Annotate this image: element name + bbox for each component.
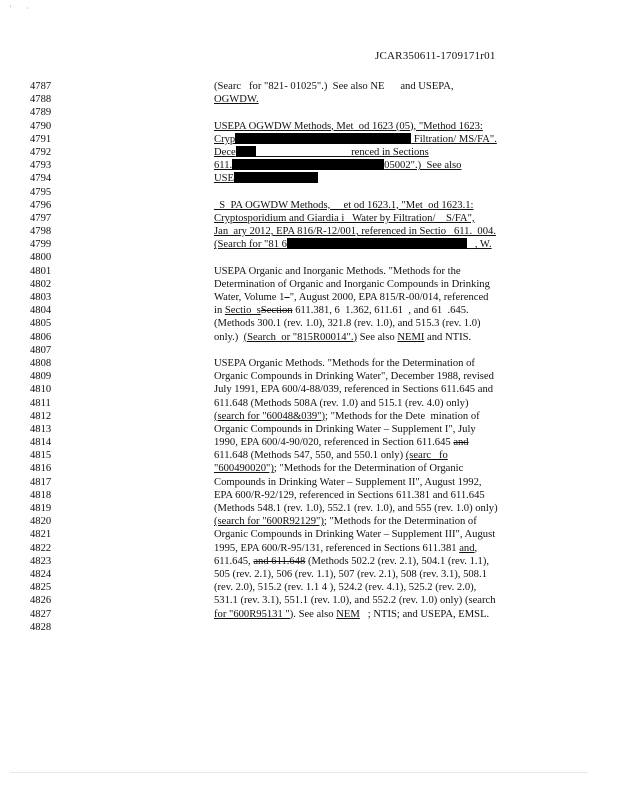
text-segment: 531.1 (rev. 3.1), 551.1 (rev. 1.0), and 552.2 (rev. 1.0) only) (search: [214, 595, 496, 607]
line-number: 4823: [30, 555, 52, 567]
document-line: [30, 383, 590, 396]
text-segment: Water, Volume 1: [214, 292, 285, 303]
text-segment: ", August 2000, EPA 815/R-00/014, referenced: [289, 292, 489, 303]
line-number: 4804: [30, 305, 52, 317]
text-segment: (Searc for "821‐ 01025".) See also NE and USEPA,: [214, 81, 454, 92]
line-text: [214, 436, 469, 449]
line-number: 4792: [30, 146, 52, 158]
text-segment: ; "Methods for the Determination of Organic: [273, 463, 464, 475]
underlined-text: Sectio s: [224, 305, 261, 317]
document-line: [30, 462, 590, 475]
document-line: [30, 410, 590, 423]
text-segment: July 1991, EPA 600/4-88/039, referenced in Sections 611.645 and: [214, 384, 494, 396]
document-line: [30, 146, 590, 159]
document-code-header: JCAR350611-1709171r01: [375, 50, 496, 62]
line-text: [214, 555, 489, 568]
document-line: [30, 186, 590, 199]
text-segment: and NTIS.: [424, 331, 472, 343]
underlined-text: (Search for "81 6: [214, 239, 287, 251]
text-segment: in: [214, 305, 225, 317]
text-segment: only.): [214, 331, 244, 343]
line-number: 4821: [30, 529, 52, 541]
line-number: 4787: [30, 81, 52, 92]
line-number: 4812: [30, 410, 52, 422]
line-text: [214, 594, 496, 607]
document-body: [30, 80, 590, 634]
line-number: 4809: [30, 371, 52, 383]
text-segment: Organic Compounds in Drinking Water", December 1988, revised: [214, 371, 494, 383]
line-number: 4813: [30, 423, 52, 435]
line-number: 4793: [30, 160, 52, 172]
line-text: [214, 462, 463, 475]
line-text: [214, 93, 259, 106]
line-number: 4820: [30, 516, 52, 528]
text-segment: See also: [357, 331, 398, 343]
underlined-text: and: [459, 542, 475, 554]
document-line: [30, 608, 590, 621]
document-line: [30, 397, 590, 410]
line-number: 4815: [30, 450, 52, 462]
text-segment: 1995, EPA 600/R-95/131, referenced in Sections 611.381: [214, 542, 460, 554]
underlined-text: (search for "600R92129"): [214, 516, 324, 528]
text-segment: (Methods 300.1 (rev. 1.0), 321.8 (rev. 1.0), and 515.3 (rev. 1.0): [214, 318, 481, 330]
line-number: 4828: [30, 621, 52, 633]
text-segment: (Methods 548.1 (rev. 1.0), 552.1 (rev. 1.0), and 555 (rev. 1.0) only): [214, 503, 498, 514]
underlined-text: S PA OGWDW Methods, et od 1623.1, "Met od 1623.1:: [214, 199, 474, 211]
redaction-block: [235, 133, 411, 144]
document-line: [30, 106, 590, 119]
line-text: [214, 502, 498, 515]
struck-text: Section: [260, 305, 293, 317]
document-line: [30, 317, 590, 330]
line-text: [214, 212, 475, 225]
struck-text: and: [453, 437, 469, 449]
line-text: [214, 528, 495, 541]
document-line: [30, 370, 590, 383]
line-text: [214, 581, 476, 594]
text-segment: 611.648 (Methods 547, 550, and 550.1 only): [214, 450, 406, 462]
line-number: 4807: [30, 344, 52, 356]
line-number: 4801: [30, 265, 52, 277]
document-line: [30, 344, 590, 357]
underlined-text: USEPA OGWDW Methods, Met od 1623 (05), "Method 1623:: [214, 120, 483, 132]
line-text: [214, 199, 473, 212]
line-number: 4825: [30, 582, 52, 594]
struck-text: and 611.648: [253, 555, 306, 567]
underlined-text: USE: [214, 173, 235, 185]
document-line: [30, 555, 590, 568]
line-text: [214, 304, 469, 317]
text-segment: USEPA Organic and Inorganic Methods. "Methods for the: [214, 265, 461, 277]
document-line: [30, 502, 590, 515]
text-segment: (Methods 502.2 (rev. 2.1), 504.1 (rev. 1.1),: [305, 555, 490, 567]
line-number: 4816: [30, 463, 52, 475]
line-text: [214, 172, 318, 185]
document-line: [30, 304, 590, 317]
underlined-text: NEM: [336, 608, 360, 620]
document-line: [30, 476, 590, 489]
line-number: 4817: [30, 476, 52, 488]
line-text: [214, 225, 496, 238]
document-line: [30, 568, 590, 581]
line-text: [214, 542, 477, 555]
document-line: [30, 172, 590, 185]
underlined-text: Jan ary 2012, EPA 816/R-12/001, referenced in Sectio 611. 004.: [214, 226, 496, 238]
text-segment: Organic Compounds in Drinking Water – Supplement I", July: [214, 423, 476, 435]
line-number: 4789: [30, 107, 52, 119]
underlined-text: Cryptosporidium and Giardia i Water by Filtration/ S/FA",: [214, 212, 475, 224]
document-line: [30, 515, 590, 528]
underlined-text: "600490020"): [214, 463, 274, 475]
line-text: [214, 265, 461, 278]
line-number: 4810: [30, 384, 52, 396]
line-text: [214, 608, 489, 621]
line-text: [214, 80, 454, 93]
line-text: [214, 489, 485, 502]
line-text: [214, 278, 490, 291]
document-line: [30, 225, 590, 238]
text-segment: 505 (rev. 2.1), 506 (rev. 1.1), 507 (rev. 2.1), 508 (rev. 3.1), 508.1: [214, 568, 487, 580]
document-line: [30, 331, 590, 344]
line-number: 4802: [30, 278, 52, 290]
line-number: 4806: [30, 331, 52, 343]
document-line: [30, 93, 590, 106]
line-number: 4795: [30, 186, 52, 198]
line-number: 4811: [30, 397, 51, 409]
line-number: 4805: [30, 318, 52, 330]
text-segment: ; NTIS; and USEPA, EMSL.: [359, 608, 490, 620]
text-segment: Compounds in Drinking Water – Supplement II", August 1992,: [214, 476, 482, 488]
line-text: [214, 291, 488, 304]
line-number: 4819: [30, 503, 52, 514]
text-segment: (rev. 2.0), 515.2 (rev. 1.1 4 ), 524.2 (rev. 4.1), 525.2 (rev. 2.0),: [214, 582, 477, 594]
underlined-text: Cryp: [214, 133, 236, 145]
document-line: [30, 199, 590, 212]
document-line: [30, 528, 590, 541]
line-text: [214, 476, 482, 489]
document-line: [30, 357, 590, 370]
line-text: [214, 146, 429, 159]
redaction-block: [287, 238, 467, 249]
line-text: [214, 423, 476, 436]
line-text: [214, 120, 483, 133]
text-segment: . See also: [293, 608, 337, 620]
underlined-text: OGWDW.: [214, 94, 259, 106]
text-segment: ; "Methods for the Dete mination of: [325, 410, 480, 422]
underlined-text: , W.: [466, 239, 492, 251]
line-number: 4822: [30, 542, 52, 554]
line-number: 4799: [30, 239, 52, 251]
document-line: [30, 80, 590, 93]
scan-speck: ': [10, 4, 12, 13]
document-line: [30, 449, 590, 462]
underlined-text: 05002".) See also: [384, 160, 462, 172]
document-line: [30, 621, 590, 634]
line-text: [214, 317, 481, 330]
underlined-text: Filtration/ MS/FA".: [411, 133, 497, 145]
line-text: [214, 515, 477, 528]
text-segment: USEPA Organic Methods. "Methods for the Determination of: [214, 357, 475, 369]
line-text: [214, 238, 492, 251]
line-number: 4798: [30, 226, 52, 238]
line-number: 4808: [30, 357, 52, 369]
line-number: 4790: [30, 120, 52, 132]
line-text: [214, 357, 475, 370]
document-line: [30, 120, 590, 133]
line-text: [214, 370, 494, 383]
document-line: [30, 238, 590, 251]
underlined-text: (searc fo: [405, 450, 448, 462]
line-number: 4788: [30, 94, 52, 106]
document-line: [30, 212, 590, 225]
underlined-text: Dece: [214, 146, 236, 158]
line-number: 4794: [30, 173, 52, 185]
document-line: [30, 291, 590, 304]
underlined-text: (Search or "815R00014".): [243, 331, 358, 343]
line-number: 4814: [30, 437, 52, 449]
text-segment: 611.648 (Methods 508A (rev. 1.0) and 515.1 (rev. 4.0) only): [214, 397, 469, 409]
scan-edge-line: [10, 772, 588, 773]
redaction-block: [236, 146, 256, 157]
document-line: [30, 489, 590, 502]
line-number: 4826: [30, 595, 52, 607]
line-number: 4797: [30, 212, 52, 224]
document-line: [30, 265, 590, 278]
text-segment: 611.645,: [214, 555, 254, 567]
line-text: [214, 159, 461, 172]
document-line: [30, 542, 590, 555]
underlined-text: 611.: [214, 160, 233, 172]
text-segment: 611.381, 6 1.362, 611.61 , and 61 .645.: [292, 305, 469, 317]
redaction-block: [232, 159, 384, 170]
document-line: [30, 159, 590, 172]
line-text: [214, 331, 471, 344]
line-text: [214, 383, 493, 396]
document-line: [30, 594, 590, 607]
scan-speck: ·: [26, 4, 29, 13]
redaction-block: [234, 172, 318, 183]
line-text: [214, 449, 448, 462]
document-line: [30, 423, 590, 436]
line-text: [214, 410, 480, 423]
line-text: [214, 133, 497, 146]
line-number: 4824: [30, 568, 52, 580]
text-segment: EPA 600/R-92/129, referenced in Sections 611.381 and 611.645: [214, 489, 485, 501]
document-line: [30, 133, 590, 146]
line-number: 4818: [30, 489, 52, 501]
line-number: 4796: [30, 199, 52, 211]
line-text: [214, 397, 469, 410]
document-line: [30, 251, 590, 264]
text-segment: ,: [474, 542, 478, 554]
line-number: 4827: [30, 608, 52, 620]
text-segment: Determination of Organic and Inorganic Compounds in Drinking: [214, 278, 490, 290]
line-number: 4803: [30, 292, 52, 303]
document-line: [30, 581, 590, 594]
line-number: 4791: [30, 133, 52, 145]
underlined-text: renced in Sections: [255, 146, 429, 158]
line-number: 4800: [30, 252, 52, 264]
underlined-text: NEMI: [397, 331, 425, 343]
text-segment: ; "Methods for the Determination of: [323, 516, 477, 528]
text-segment: 1990, EPA 600/4-90/020, referenced in Section 611.645: [214, 437, 454, 449]
document-line: [30, 436, 590, 449]
text-segment: Organic Compounds in Drinking Water – Supplement III", August: [214, 529, 496, 541]
underlined-text: (search for "60048&039"): [214, 410, 326, 422]
document-line: [30, 278, 590, 291]
underlined-text: for "600R95131 "): [214, 608, 294, 620]
line-text: [214, 568, 487, 581]
